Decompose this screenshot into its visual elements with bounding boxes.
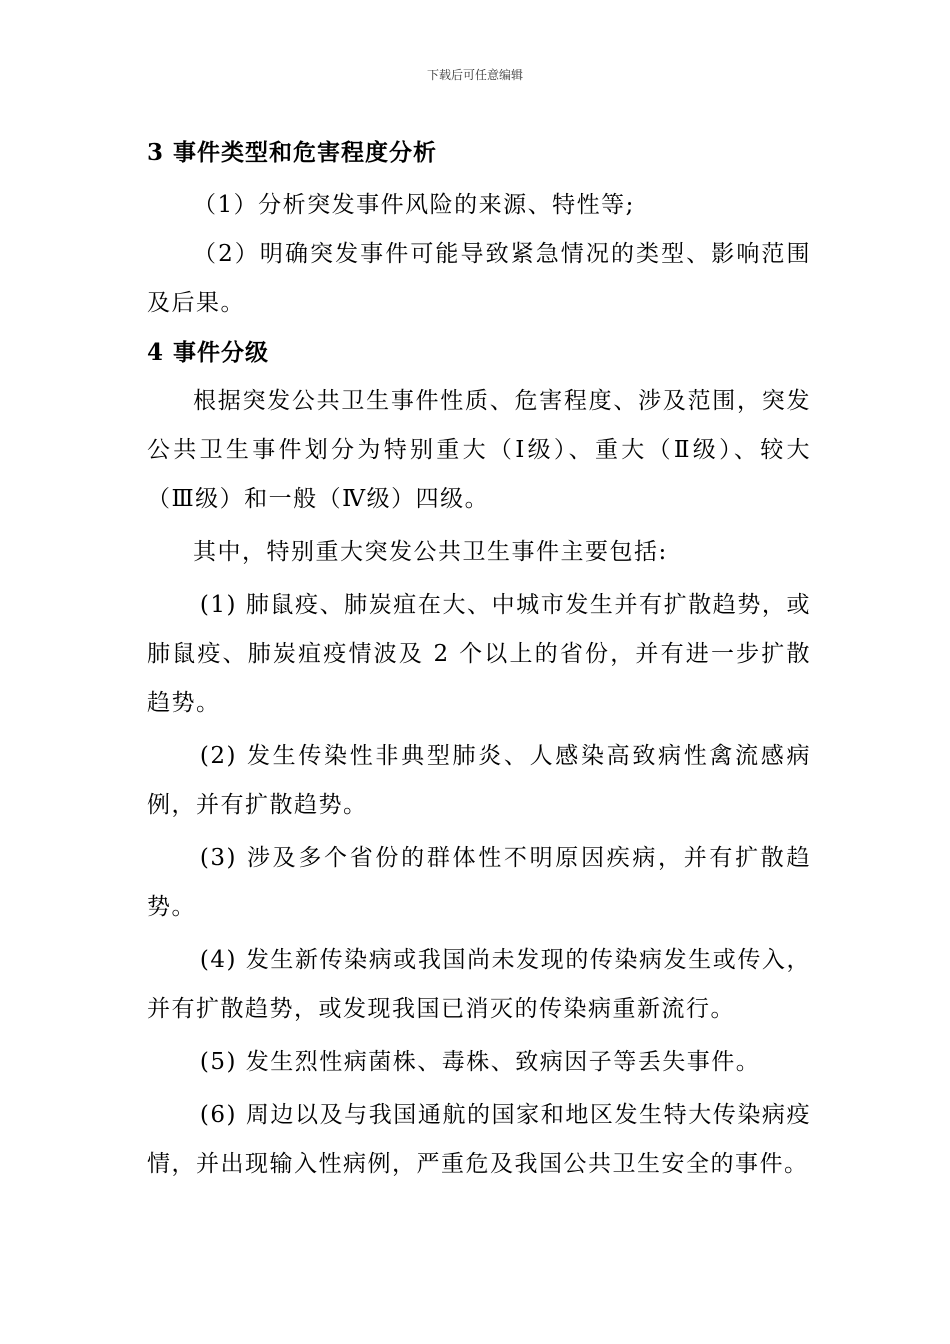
list-item-5: (5) 发生烈性病菌株、毒株、致病因子等丢失事件。 [199, 1049, 761, 1075]
paragraph-3-2: （2）明确突发事件可能导致紧急情况的类型、影响范围及后果。 [147, 241, 811, 316]
list-item-1: (1) 肺鼠疫、肺炭疽在大、中城市发生并有扩散趋势，或肺鼠疫、肺炭疽疫情波及 2 个以上的省份，并有进一步扩散趋势。 [147, 592, 811, 716]
section-heading-4: 4 事件分级 [147, 339, 270, 366]
document-body [147, 128, 811, 1189]
list-item-4: (4) 发生新传染病或我国尚未发现的传染病发生或传入，并有扩散趋势，或发现我国已消灭的传染病重新流行。 [147, 947, 811, 1022]
paragraph-3-1: （1）分析突发事件风险的来源、特性等; [193, 192, 635, 218]
list-item-3: (3) 涉及多个省份的群体性不明原因疾病，并有扩散趋势。 [147, 845, 811, 920]
paragraph-4-2: 其中，特别重大突发公共卫生事件主要包括: [193, 539, 668, 565]
page-header: 下载后可任意编辑 [426, 68, 523, 82]
section-heading-3: 3 事件类型和危害程度分析 [147, 139, 438, 166]
list-item-2: (2) 发生传染性非典型肺炎、人感染高致病性禽流感病例，并有扩散趋势。 [147, 743, 811, 818]
paragraph-4-1: 根据突发公共卫生事件性质、危害程度、涉及范围，突发公共卫生事件划分为特别重大（Ⅰ级）、重大（Ⅱ级）、较大（Ⅲ级）和一般（Ⅳ级）四级。 [147, 388, 811, 512]
list-item-6: (6) 周边以及与我国通航的国家和地区发生特大传染病疫情，并出现输入性病例，严重危及我国公共卫生安全的事件。 [147, 1102, 811, 1177]
